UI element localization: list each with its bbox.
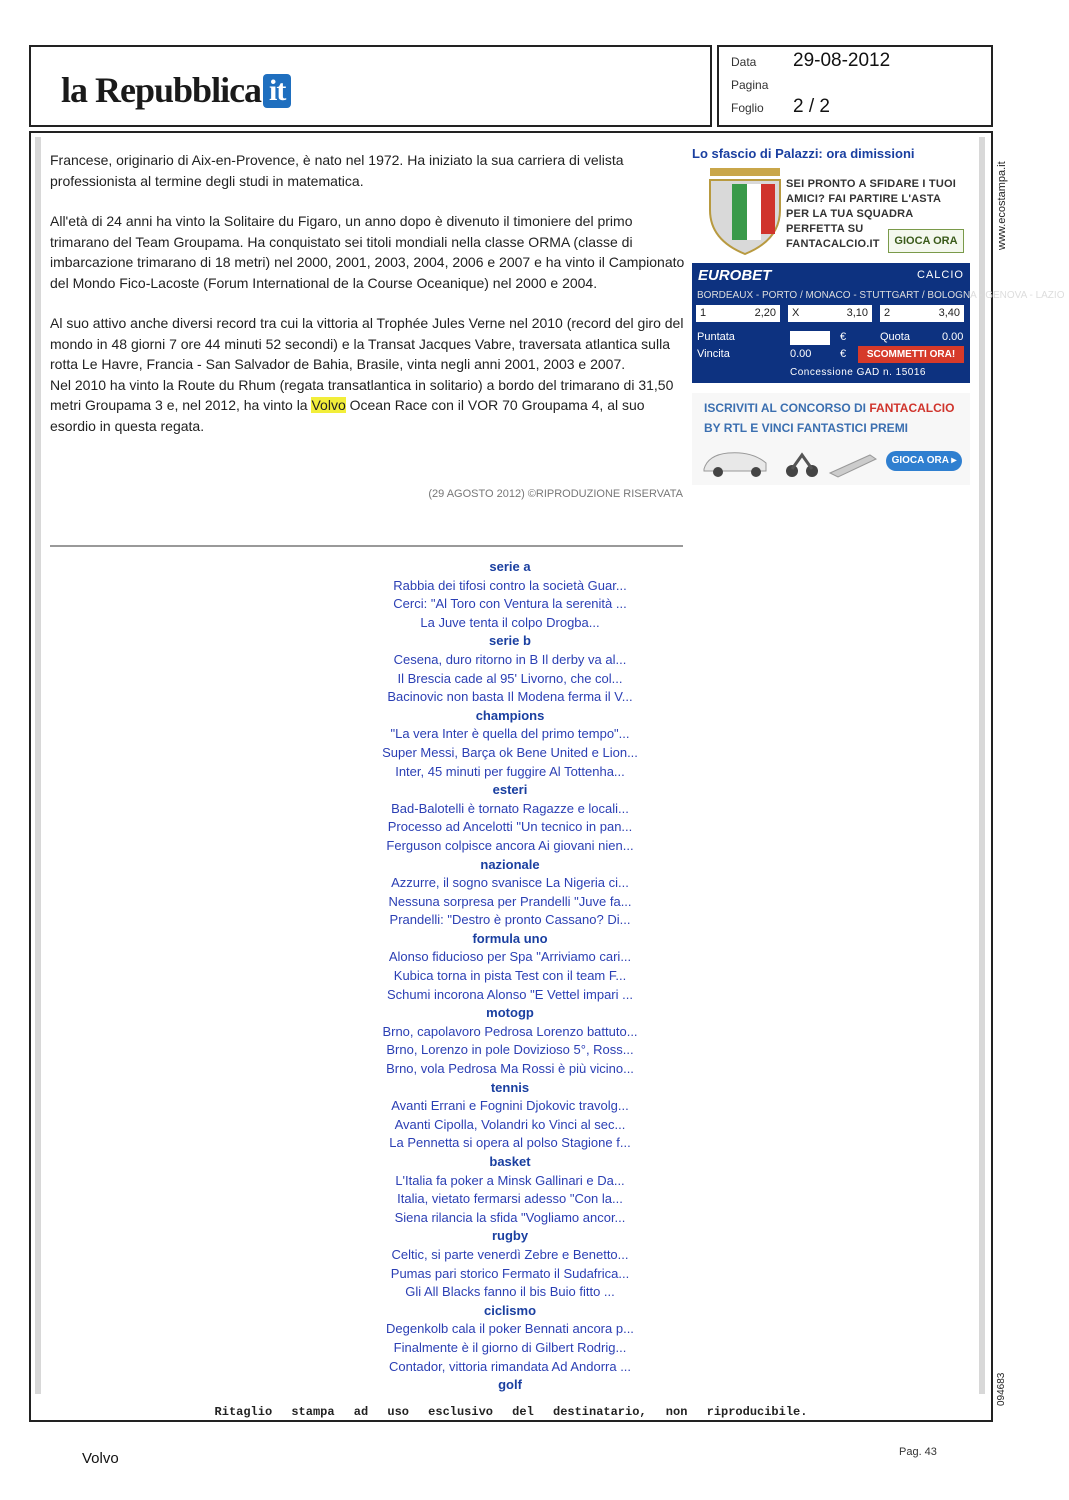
highlighted-keyword: Volvo: [311, 397, 346, 413]
shield-icon: [696, 166, 786, 256]
logo-suffix: it: [263, 74, 291, 108]
sidebar-headline-link[interactable]: Lo sfascio di Palazzi: ora dimissioni: [692, 146, 915, 161]
odd-x-checkbox[interactable]: X 3,10: [788, 305, 872, 322]
news-link[interactable]: Avanti Cipolla, Volandri ko Vinci al sec...: [394, 1116, 626, 1132]
news-category-heading[interactable]: serie b: [489, 633, 531, 649]
odd-1-checkbox[interactable]: 1 2,20: [696, 305, 780, 322]
news-category-heading[interactable]: ciclismo: [483, 1302, 537, 1318]
vincita-label: Vincita: [697, 348, 730, 360]
foglio-label: Foglio: [731, 101, 764, 115]
eurobet-widget: [692, 263, 1065, 383]
news-link[interactable]: Bad-Balotelli è tornato Ragazze e locali...: [391, 800, 629, 816]
news-category-heading[interactable]: basket: [489, 1154, 531, 1169]
news-link[interactable]: Brno, vola Pedrosa Ma Rossi è più vicino...: [386, 1061, 634, 1077]
vincita-value: 0.00: [790, 348, 812, 360]
play-now-button[interactable]: GIOCA ORA ▸: [886, 451, 962, 471]
article-paragraph: All'età di 24 anni ha vinto la Solitaire du Figaro, un anno dopo è divenuto il timoniere del primo trimarano del Team Groupama. Ha conquistato sei titoli mondiali nella classe ORMA (classe di imbarcazione trimarano di 18 metri) nel 2000, 2001, 2003, 2004, 2006 e 2007 e ha vinto il Campionato del Mondo Fico-Lacoste (Forum International de la Course Oceanique) nel 2000 e 2004.: [50, 213, 685, 291]
ecostampa-url: www.ecostampa.it: [996, 161, 1008, 250]
news-link[interactable]: Celtic, si parte venerdì Zebre e Benetto...: [391, 1246, 629, 1262]
odd-2-checkbox[interactable]: 2 3,40: [880, 305, 964, 322]
news-category-heading[interactable]: rugby: [491, 1228, 529, 1244]
news-link[interactable]: Rabbia dei tifosi contro la società Guar...: [393, 577, 627, 593]
play-now-button[interactable]: GIOCA ORA: [888, 229, 964, 253]
news-category-heading[interactable]: motogp: [486, 1005, 534, 1021]
news-link[interactable]: Degenkolb cala il poker Bennati ancora p...: [386, 1321, 634, 1337]
match-label: BORDEAUX - PORTO / MONACO - STUTTGART / BOLOGNA - GENOVA - LAZIO: [697, 290, 1065, 301]
page-number: Pag. 43: [899, 1446, 937, 1458]
ad-subline: BY RTL E VINCI FANTASTICI PREMI: [704, 421, 909, 435]
prizes-icon: [700, 443, 880, 479]
news-category-heading[interactable]: esteri: [492, 782, 528, 798]
article-paragraph: Francese, originario di Aix-en-Provence, è nato nel 1972. Ha iniziato la sua carriera di velista professionista al termine degli studi in matematica.: [50, 152, 624, 189]
stake-input[interactable]: [790, 331, 830, 345]
bet-now-button[interactable]: SCOMMETTI ORA!: [858, 346, 964, 363]
copyright-note: (29 AGOSTO 2012) ©RIPRODUZIONE RISERVATA: [428, 488, 683, 500]
news-link[interactable]: Processo ad Ancelotti "Un tecnico in pan...: [387, 819, 633, 835]
news-link[interactable]: Schumi incorona Alonso "E Vettel impari ...: [387, 986, 633, 1002]
divider: [50, 545, 683, 547]
news-link[interactable]: Brno, capolavoro Pedrosa Lorenzo battuto...: [382, 1023, 638, 1039]
news-link[interactable]: Nessuna sorpresa per Prandelli "Juve fa...: [388, 893, 632, 909]
euro-symbol: €: [840, 331, 847, 343]
euro-symbol: €: [840, 348, 847, 360]
fantacalcio-ad[interactable]: [692, 166, 970, 258]
news-link[interactable]: Contador, vittoria rimandata Ad Andorra ...: [388, 1358, 632, 1374]
news-link[interactable]: Italia, vietato fermarsi adesso "Con la...: [397, 1191, 623, 1207]
news-link[interactable]: Alonso fiducioso per Spa "Arriviamo cari...: [388, 949, 632, 965]
news-link[interactable]: Il Brescia cade al 95' Livorno, che col...: [397, 670, 623, 686]
news-link[interactable]: Pumas pari storico Fermato il Sudafrica...: [390, 1265, 630, 1281]
news-category-heading[interactable]: tennis: [490, 1079, 530, 1095]
news-link[interactable]: La Juve tenta il colpo Drogba...: [420, 614, 600, 630]
news-link[interactable]: Azzurre, il sogno svanisce La Nigeria ci...: [391, 875, 629, 891]
news-link[interactable]: Ferguson colpisce ancora Ai giovani nien...: [386, 837, 634, 853]
reproduction-notice: Ritaglio stampa ad uso esclusivo del destinatario, non riproducibile.: [214, 1405, 808, 1419]
news-link[interactable]: Cesena, duro ritorno in B Il derby va al...: [393, 651, 627, 667]
concession-text: Concessione GAD n. 15016: [790, 367, 926, 378]
news-category-heading[interactable]: formula uno: [472, 930, 548, 946]
article-body: [50, 150, 686, 436]
keyword-label: Volvo: [82, 1450, 119, 1467]
data-label: Data: [731, 55, 757, 69]
eurobet-logo: EUROBET: [698, 267, 772, 284]
news-link[interactable]: La Pennetta si opera al polso Stagione f...: [389, 1135, 631, 1151]
pagina-label: Pagina: [731, 78, 769, 92]
ad-text: SEI PRONTO A SFIDARE I TUOI AMICI? FAI PARTIRE L'ASTA PER LA TUA SQUADRA PERFETTA SU FANTACALCIO.IT: [786, 178, 957, 250]
data-value: 29-08-2012: [793, 50, 891, 71]
news-link[interactable]: Super Messi, Barça ok Bene United e Lion...: [382, 744, 638, 760]
news-link[interactable]: "La vera Inter è quella del primo tempo"...: [390, 726, 630, 742]
article-paragraph: Nel 2010 ha vinto la Route du Rhum (regata transatlantica in solitario) a bordo del trimarano di 31,50 metri Groupama 3 e, nel 2012, ha vinto la Volvo Ocean Race con il VOR 70 Groupama 4, al suo esordio in questa regata.: [50, 376, 674, 434]
news-list: [330, 558, 690, 1395]
news-category-heading[interactable]: nazionale: [480, 856, 540, 872]
document-code: 094683: [996, 1372, 1007, 1406]
quota-label: Quota: [880, 331, 910, 343]
foglio-value: 2 / 2: [793, 96, 830, 117]
contest-ad[interactable]: [692, 393, 970, 485]
article-paragraph: Al suo attivo anche diversi record tra cui la vittoria al Trophée Jules Verne nel 2010 (record del giro del mondo in 48 giorni 7 ore 44 minuti 52 secondi) e la Transat Jacques Vabre, traversata atlantica sulla rotta Le Havre, Francia - San Salvador de Bahia, Brasile, vinta negli anni 2001, 2003 e 2007.: [50, 315, 684, 372]
metadata-box: [717, 45, 993, 127]
news-link[interactable]: Gli All Blacks fanno il bis Buio fitto ...: [405, 1284, 615, 1300]
news-link[interactable]: Bacinovic non basta Il Modena ferma il V...: [387, 689, 633, 705]
news-link[interactable]: Finalmente è il giorno di Gilbert Rodrig...: [393, 1339, 627, 1355]
news-category-heading[interactable]: golf: [498, 1377, 522, 1393]
masthead-box: [29, 45, 712, 127]
puntata-label: Puntata: [697, 331, 735, 343]
logo: la Repubblica it: [61, 69, 291, 111]
news-link[interactable]: Avanti Errani e Fognini Djokovic travolg...: [391, 1098, 629, 1114]
news-link[interactable]: Cerci: "Al Toro con Ventura la serenità ...: [393, 596, 627, 612]
news-link[interactable]: Kubica torna in pista Test con il team F...: [393, 968, 627, 984]
news-link[interactable]: Inter, 45 minuti per fuggire Al Tottenha...: [395, 763, 625, 779]
ad-headline: ISCRIVITI AL CONCORSO DI FANTACALCIO: [704, 401, 955, 415]
news-link[interactable]: Prandelli: "Destro è pronto Cassano? Di...: [389, 912, 631, 928]
news-category-heading[interactable]: serie a: [489, 559, 531, 574]
quota-value: 0.00: [942, 331, 964, 343]
news-link[interactable]: Siena rilancia la sfida "Vogliamo ancor...: [394, 1209, 626, 1225]
news-link[interactable]: Brno, Lorenzo in pole Dovizioso 5°, Ross...: [386, 1042, 634, 1058]
news-link[interactable]: L'Italia fa poker a Minsk Gallinari e Da...: [395, 1172, 625, 1188]
news-category-heading[interactable]: champions: [475, 707, 545, 723]
sport-label: CALCIO: [917, 269, 964, 281]
